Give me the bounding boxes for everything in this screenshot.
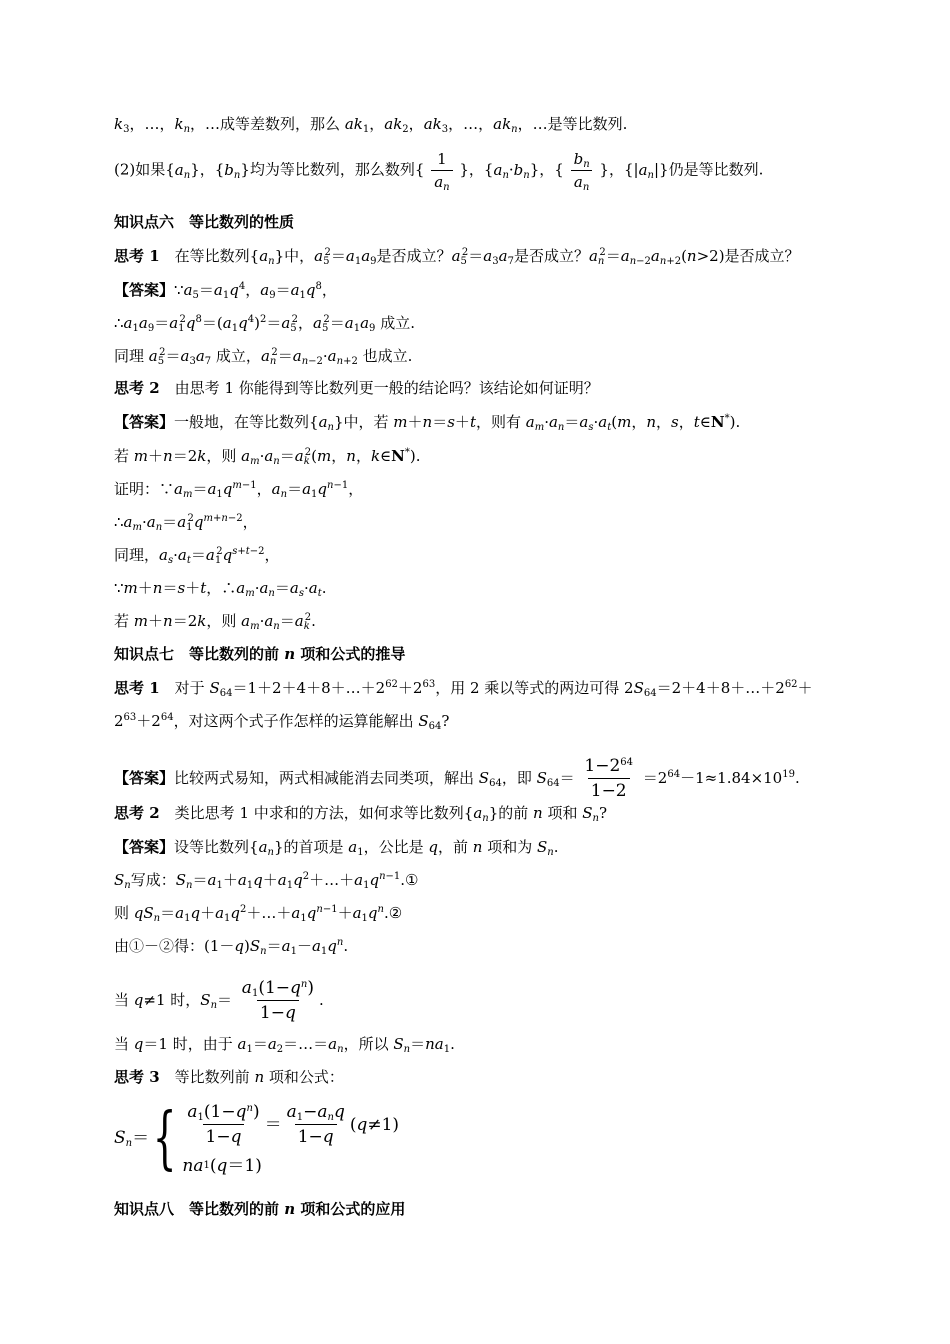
section-heading-6: 知识点六 等比数列的性质 [114, 213, 295, 231]
think-4-answer-4: 由①－②得：$(1-q)S_n=a_1-a_1q^n$. [114, 937, 349, 957]
think-4-answer-2: $S_n$写成：$S_n=a_1+a_1q+a_1q^2+\dots+a_1q^{n-1}.①$ [114, 871, 419, 891]
sum-formula: $S_n=${ $\frac{a_1(1-q^n)}{1-q}$ ＝ $\frac{a_1-a_nq}{1-q}$ ( q ≠1) na 1 ( q ＝1) [114, 1098, 400, 1178]
think-2-question: 思考 2 由思考 1 你能得到等比数列更一般的结论吗？该结论如何证明？ [114, 379, 599, 397]
think-2-answer-1: 【答案】一般地，在等比数列$\{a_n\}$中，若 m＋n＝s＋t，则有 $a_m\cdot a_n=a_s\cdot a_t(m$，n，s，t∈N*). [114, 413, 741, 433]
sum-fraction-1: $\frac{a_1(1-q^n)}{1-q}$ [187, 1102, 260, 1148]
fraction-1-over-an: $\frac{1}{a_n}$ [431, 150, 452, 191]
think-1-answer-1: 【答案】$\because a_5=a_1q^4$，$a_9=a_1q^8$， [114, 281, 337, 301]
think-4-answer-3: 则 $qS_n=a_1q+a_1q^2+\dots+a_1q^{n-1}+a_1q^n.②$ [114, 904, 403, 924]
think-2-answer-7: 若 m＋n＝2k，则 $a_m\cdot a_n=a_k^2$. [114, 612, 316, 632]
fraction-s64: $\frac{1-2^{64}}{1-2}$ [584, 756, 634, 802]
think-5-question: 思考 3 等比数列前 n 项和公式： [114, 1068, 344, 1086]
think-3-answer: 【答案】比较两式易知，两式相减能消去同类项，解出 $S_{64}$，即 $S_{64}=$ $\frac{1-2^{64}}{1-2}$ $=2^{64}-1\approx 1.84\times 10^{19}$. [114, 756, 800, 802]
think-4-question: 思考 2 类比思考 1 中求和的方法，如何求等比数列$\{a_n\}$的前 n 项和 $S_n$? [114, 804, 608, 824]
think-4-answer-5: 当 q≠1 时，$S_n=$ $\frac{a_1(1-q^n)}{1-q}$ . [114, 978, 324, 1024]
think-1-question: 思考 1 在等比数列$\{a_n\}$中，$a_5^2=a_1a_9$是否成立？$a_5^2=a_3a_7$是否成立？$a_n^2=a_{n-2}a_{n+2}(n>2)$是否成立？ [114, 247, 800, 267]
section-heading-7: 知识点七 等比数列的前 n 项和公式的推导 [114, 645, 406, 663]
think-2-answer-3: 证明：$\because a_m=a_1q^{m-1}$，$a_n=a_1q^{n-1}$， [114, 480, 364, 500]
sum-fraction-2: $\frac{a_1-a_nq}{1-q}$ [286, 1102, 345, 1148]
think-2-answer-5: 同理，$a_s\cdot a_t=a_1^2q^{s+t-2}$， [114, 546, 280, 566]
text-line-property-2: (2)如果$\{a_n\}$，$\{b_n\}$均为等比数列，那么数列{ $\frac{1}{a_n}$ }，$\{a_n\cdot b_n\}$，{ $\frac{b_n}{a_n}$ }，$\{|a_n|\}$仍是等比数列. [114, 150, 764, 193]
fraction-bn-over-an: $\frac{b_n}{a_n}$ [571, 150, 593, 191]
brace-symbol: { [152, 1098, 177, 1178]
think-3-question-2: $2^{63}+2^{64}$，对这两个式子作怎样的运算能解出 $S_{64}$? [114, 712, 450, 732]
think-3-question-1: 思考 1 对于 $S_{64}=1+2+4+8+\dots+2^{62}+2^{63}$，用 2 乘以等式的两边可得 $2S_{64}=2+4+8+\dots+2^{62}+$ [114, 679, 813, 699]
section-heading-8: 知识点八 等比数列的前 n 项和公式的应用 [114, 1200, 406, 1218]
think-4-answer-6: 当 q＝1 时，由于 $a_1=a_2=\dots=a_n$，所以 $S_n=na_1$. [114, 1035, 455, 1055]
fraction-sn: $\frac{a_1(1-q^n)}{1-q}$ [241, 978, 314, 1024]
think-2-answer-6: ∵m＋n＝s＋t，$\therefore a_m\cdot a_n=a_s\cdot a_t$. [114, 579, 327, 599]
think-1-answer-2: $\therefore a_1a_9=a_1^2q^8=(a_1q^4)^2=a_5^2$，$a_5^2=a_1a_9$ 成立. [114, 314, 415, 334]
think-2-answer-4: $\therefore a_m\cdot a_n=a_1^2q^{m+n-2}$， [114, 513, 258, 533]
text-k3: $k_3$，…，$k_n$，…成等差数列，那么 $ak_1$，$ak_2$，$ak_3$，…，$ak_n$，…是等比数列. [114, 115, 628, 135]
text-line-k3 [114, 114, 627, 134]
think-1-answer-3: 同理 $a_5^2=a_3a_7$ 成立，$a_n^2=a_{n-2}\cdot a_{n+2}$ 也成立. [114, 347, 413, 367]
think-2-answer-2: 若 m＋n＝2k，则 $a_m\cdot a_n=a_k^2(m$，n，k∈N*). [114, 447, 421, 467]
think-4-answer-1: 【答案】设等比数列$\{a_n\}$的首项是 $a_1$，公比是 q，前 n 项和为 $S_n$. [114, 838, 559, 858]
